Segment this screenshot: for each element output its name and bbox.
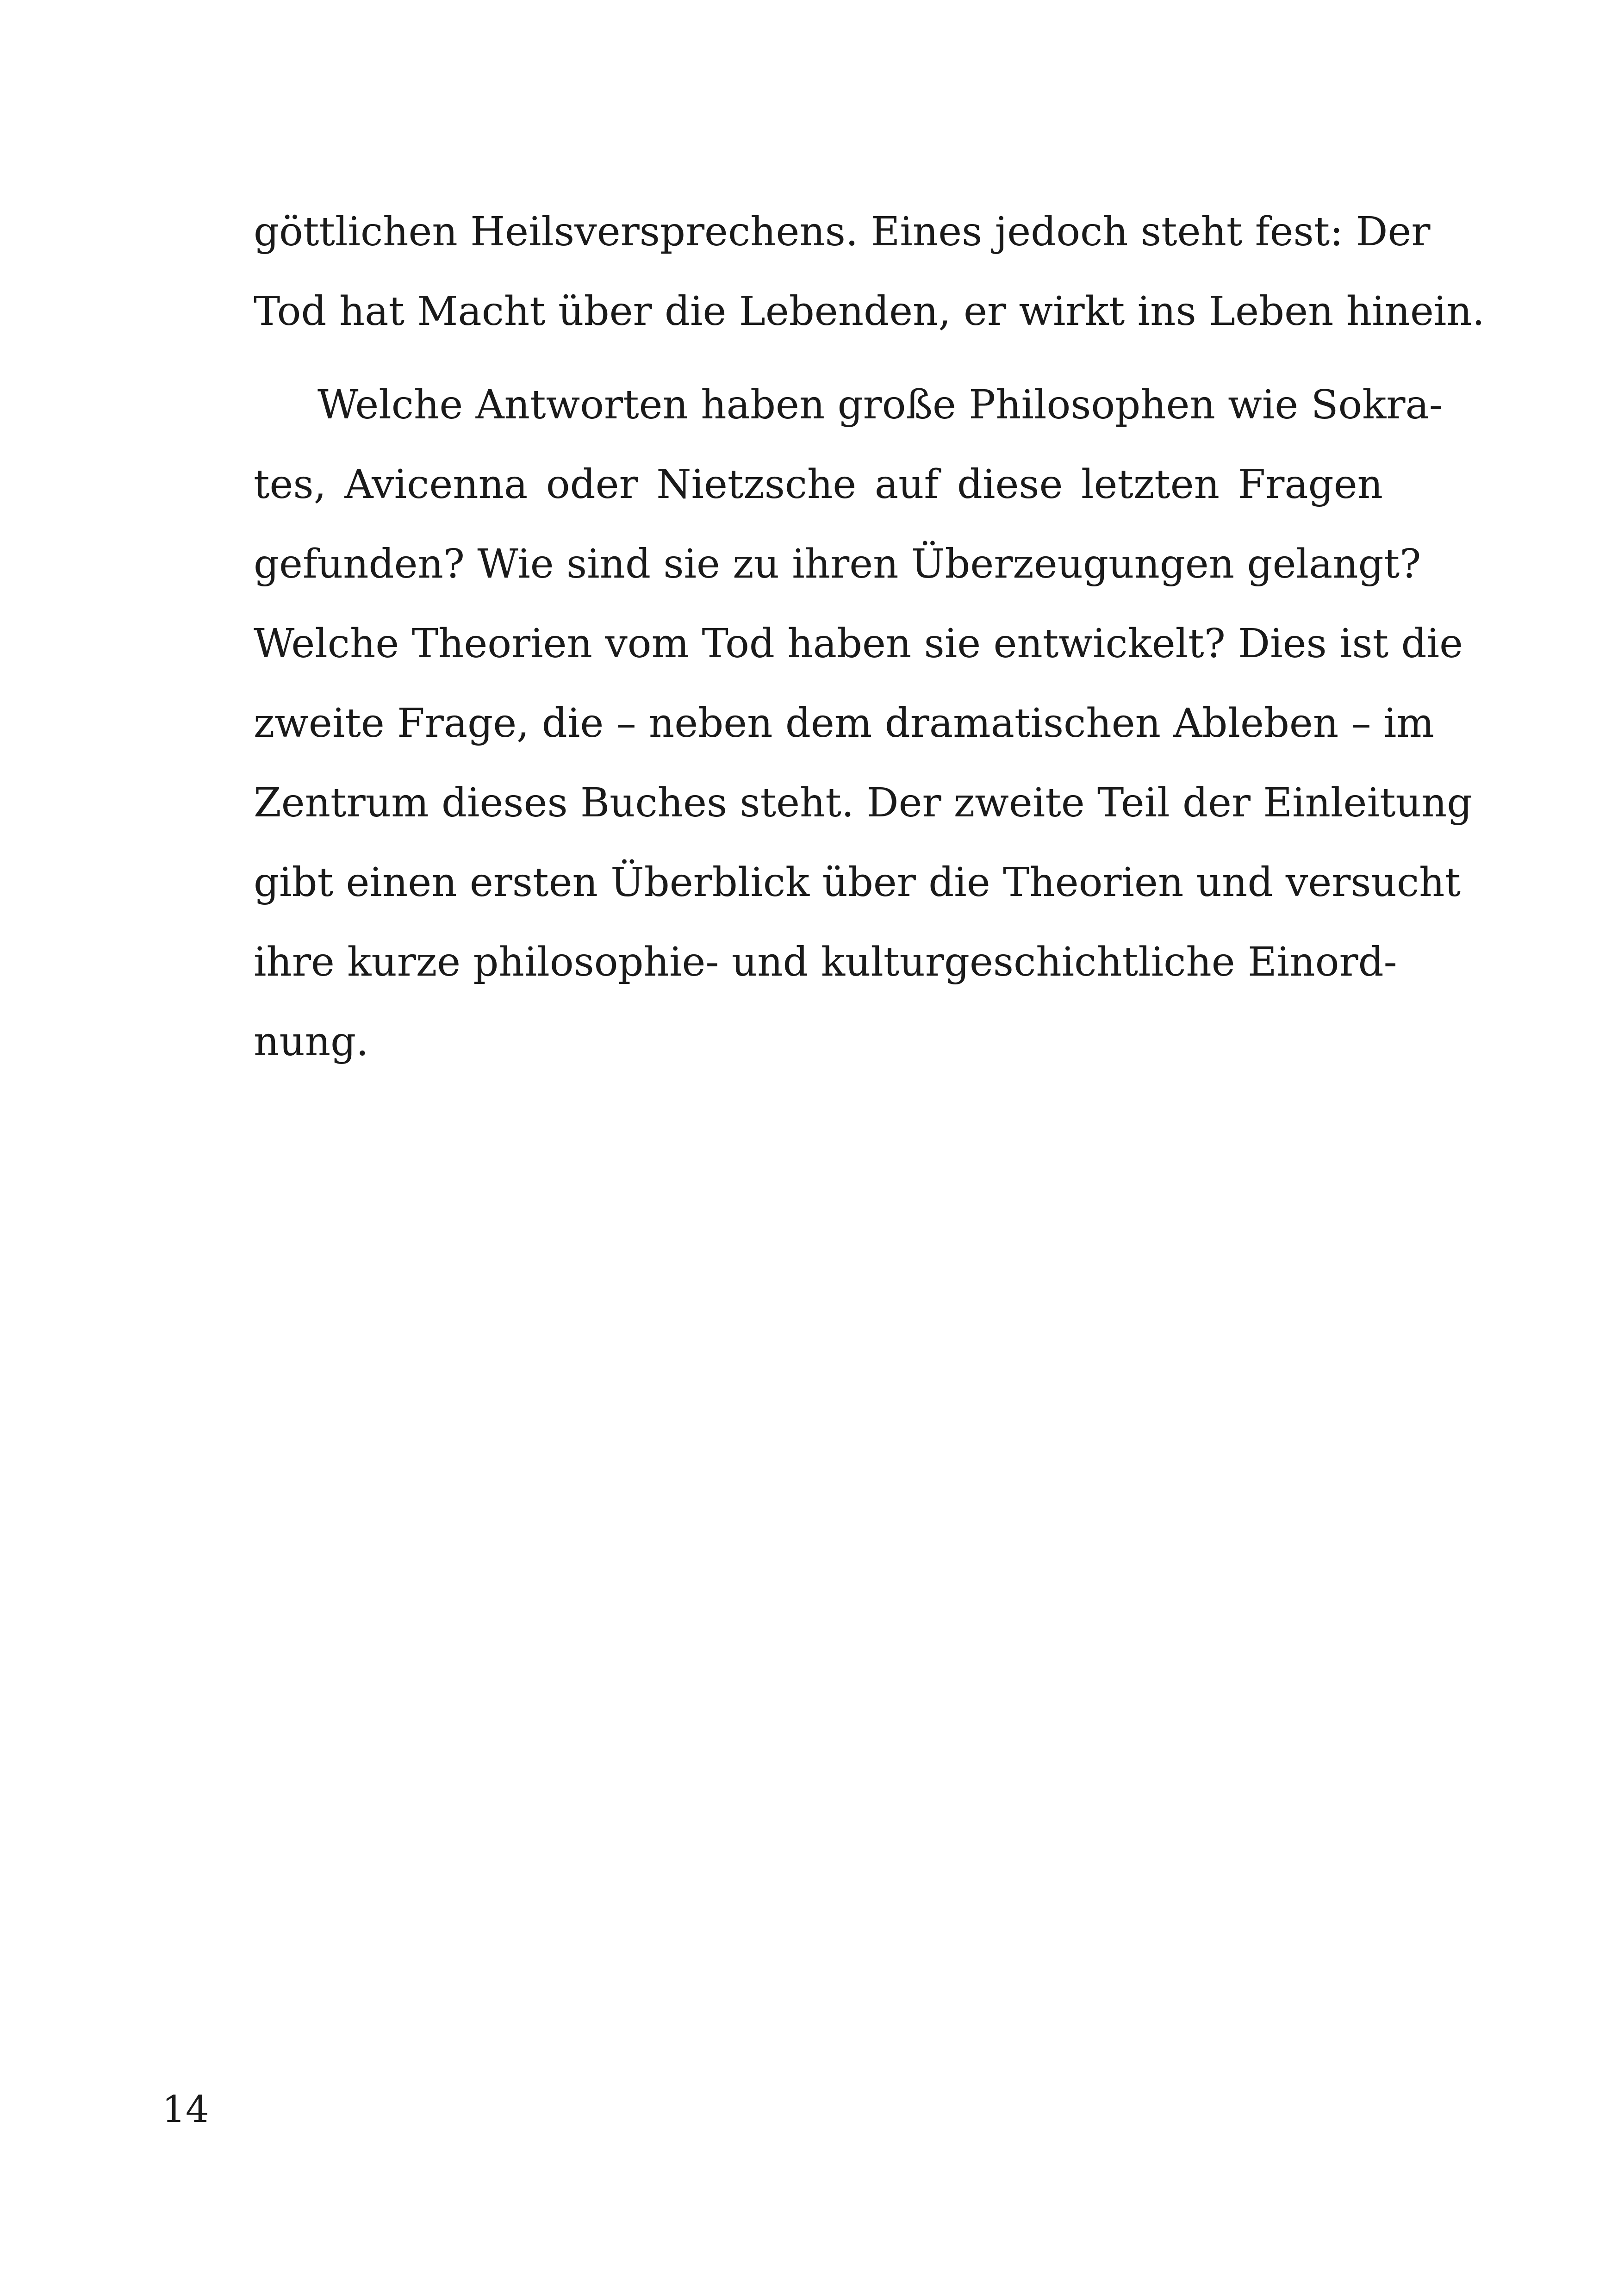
text-line: gefunden? Wie sind sie zu ihren Überzeugungen gelangt? <box>254 541 1421 587</box>
text-line: Welche Theorien vom Tod haben sie entwickelt? Dies ist die <box>254 621 1463 667</box>
text-line: gibt einen ersten Überblick über die Theorien und versucht <box>254 859 1461 906</box>
body-text <box>254 192 1485 1082</box>
text-line: tes, Avicenna oder Nietzsche auf diese letzten Fragen <box>254 461 1383 508</box>
paragraph-1 <box>254 192 1485 351</box>
text-line: nung. <box>254 1019 369 1065</box>
text-line: Tod hat Macht über die Lebenden, er wirkt ins Leben hinein. <box>254 288 1485 335</box>
text-line: göttlichen Heilsversprechens. Eines jedoch steht fest: Der <box>254 209 1431 255</box>
text-line: zweite Frage, die – neben dem dramatischen Ableben – im <box>254 700 1434 747</box>
page-number: 14 <box>162 2088 209 2131</box>
text-line: ihre kurze philosophie- und kulturgeschichtliche Einord- <box>254 939 1397 985</box>
text-line: Zentrum dieses Buches steht. Der zweite Teil der Einleitung <box>254 780 1473 826</box>
paragraph-2 <box>254 365 1473 1082</box>
paragraph-spacer <box>254 351 1383 365</box>
text-line: Welche Antworten haben große Philosophen wie Sokra- <box>317 382 1443 428</box>
